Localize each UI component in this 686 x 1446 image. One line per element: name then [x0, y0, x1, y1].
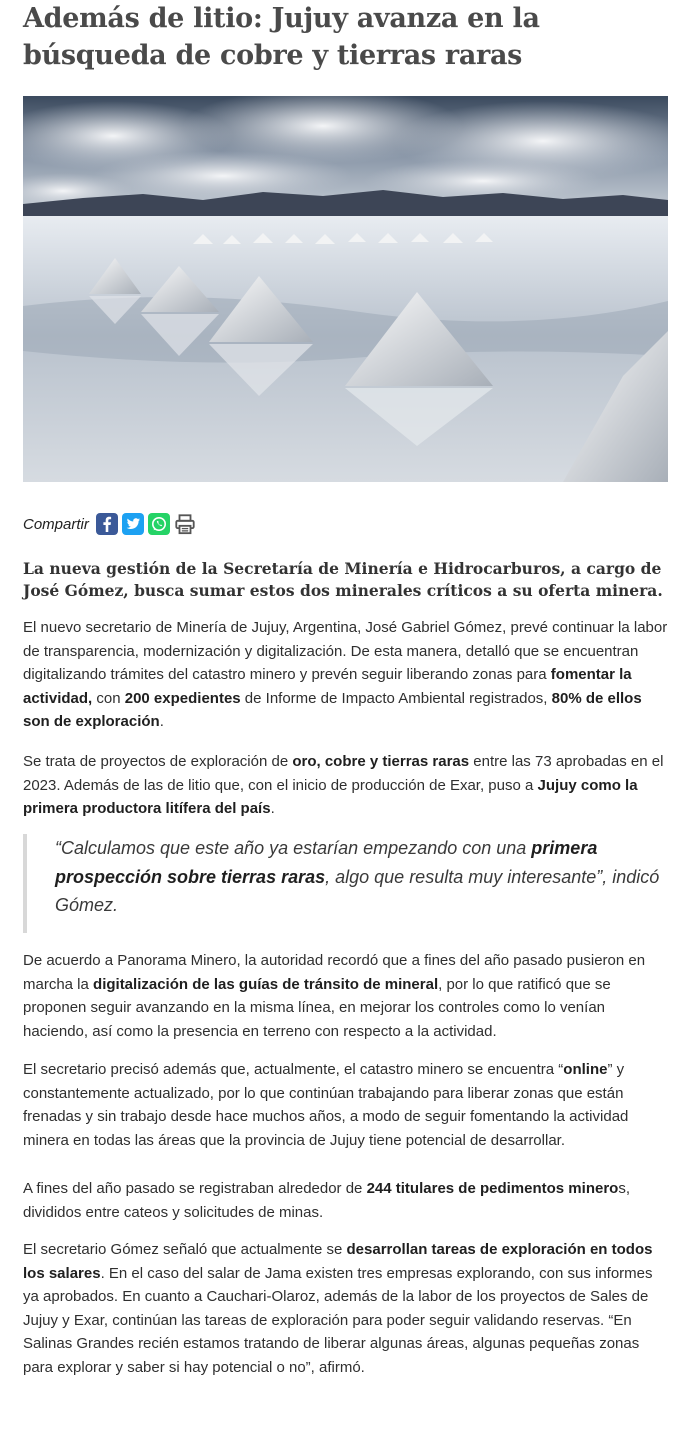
hero-image-salt-flat [23, 96, 668, 482]
blockquote: “Calculamos que este año ya estarían empezando con una primera prospección sobre tierras raras, algo que resulta muy interesante”, indicó Gómez. [23, 834, 664, 933]
paragraph-2: Se trata de proyectos de exploración de oro, cobre y tierras raras entre las 73 aprobadas en el 2023. Además de las de litio que, con el inicio de producción de Exar, puso a Jujuy como la primera productora litífera del país. [23, 753, 664, 817]
paragraph-3: De acuerdo a Panorama Minero, la autoridad recordó que a fines del año pasado pusieron en marcha la digitalización de las guías de tránsito de mineral, por lo que ratificó que se proponen seguir avanzando en la misma línea, en mejorar los controles como lo venían haciendo, así como la presencia en terreno con respecto a la actividad. [23, 952, 646, 1040]
print-icon[interactable] [174, 513, 196, 535]
paragraph-1: El nuevo secretario de Minería de Jujuy, Argentina, José Gabriel Gómez, prevé continuar la labor de transparencia, modernización y digitalización. De esta manera, detalló que se encuentran digitalizando trámites del catastro minero y prevén seguir liberando zonas para fomentar la actividad, con 200 expedientes de Informe de Impacto Ambiental registrados, 80% de ellos son de exploración. [23, 619, 668, 730]
paragraph-4: El secretario precisó además que, actualmente, el catastro minero se encuentra “online” y constantemente actualizado, por lo que continúan trabajando para liberar zonas que están frenadas y sin trabajo desde hace muchos años, a modo de seguir fomentando la actividad minera en todas las áreas que la provincia de Jujuy tiene potencial de desarrollar. [23, 1061, 629, 1149]
share-bar [23, 511, 200, 537]
facebook-icon[interactable] [96, 513, 118, 535]
paragraph-5: A fines del año pasado se registraban alrededor de 244 titulares de pedimentos mineros, divididos entre cateos y solicitudes de minas. [23, 1180, 630, 1221]
article-lead: La nueva gestión de la Secretaría de Minería e Hidrocarburos, a cargo de José Gómez, busca sumar estos dos minerales críticos a su oferta minera. [23, 559, 663, 600]
share-label: Compartir [23, 515, 89, 533]
twitter-icon[interactable] [122, 513, 144, 535]
whatsapp-icon[interactable] [148, 513, 170, 535]
paragraph-6: El secretario Gómez señaló que actualmente se desarrollan tareas de exploración en todos los salares. En el caso del salar de Jama existen tres empresas explorando, con sus informes ya aprobados. En cuanto a Cauchari-Olaroz, además de la labor de los proyectos de Sales de Jujuy y Exar, continúan las tareas de exploración para poder seguir validando reservas. “En Salinas Grandes recién estamos tratando de liberar algunas áreas, algunas pequeñas zonas para explorar y saber si hay potencial o no”, afirmó. [23, 1241, 653, 1376]
article-title: Además de litio: Jujuy avanza en la búsqueda de cobre y tierras raras [23, 3, 540, 71]
